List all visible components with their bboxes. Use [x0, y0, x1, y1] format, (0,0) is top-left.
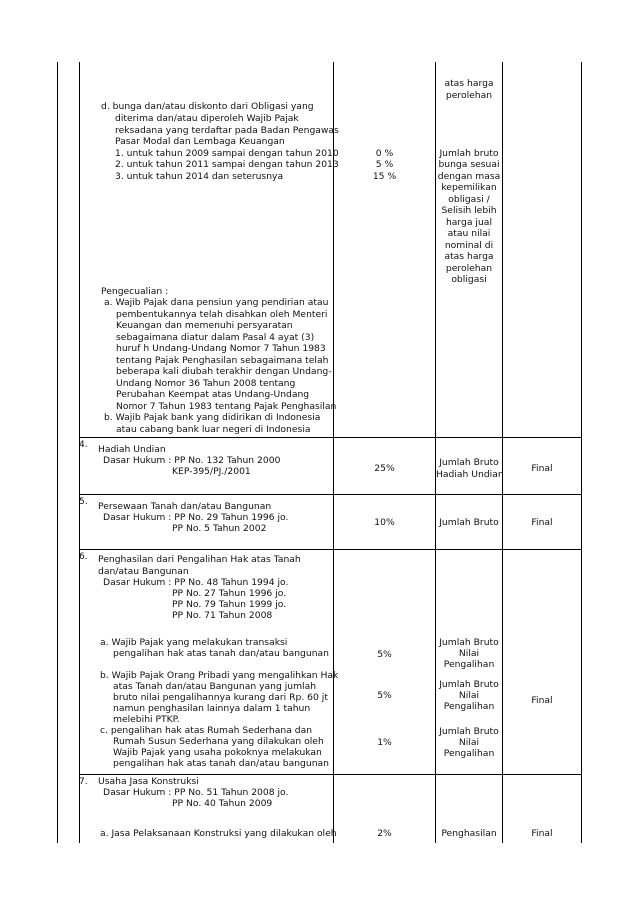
- basis-text: obligasi /: [448, 194, 490, 205]
- item-d-line: reksadana yang terdaftar pada Badan Pengawas: [115, 125, 339, 136]
- basis-text: dengan masa: [437, 171, 501, 182]
- table-border-left-inner: [79, 62, 80, 843]
- row-separator: [79, 437, 581, 438]
- row6-item-a: pengalihan hak atas tanah dan/atau bangunan: [113, 648, 329, 659]
- row4-law: Dasar Hukum : PP No. 132 Tahun 2000: [103, 455, 281, 466]
- row6-law: PP No. 27 Tahun 1996 jo.: [172, 588, 287, 599]
- row6-item-c: Wajib Pajak yang usaha pokoknya melakukan: [113, 747, 322, 758]
- exception-line: Perubahan Keempat atas Undang-Undang: [116, 389, 310, 400]
- basis-text: nominal di: [444, 240, 494, 251]
- row5-basis: Jumlah Bruto: [439, 517, 499, 528]
- row6-item-b: namun penghasilan lainnya dalam 1 tahun: [113, 703, 311, 714]
- item-d-title: d. bunga dan/atau diskonto dari Obligasi yang: [101, 101, 314, 112]
- exception-line: tentang Pajak Penghasilan sebagaimana telah: [116, 355, 329, 366]
- row-separator: [79, 549, 581, 550]
- row7-title: Usaha Jasa Konstruksi: [98, 776, 199, 787]
- basis-text: kepemilikan: [441, 182, 497, 193]
- row6-item-b: bruto nilai pengalihannya kurang dari Rp. 60 jt: [113, 692, 328, 703]
- row5-title: Persewaan Tanah dan/atau Bangunan: [98, 501, 272, 512]
- basis-text: Selisih lebih: [441, 205, 497, 216]
- row6-item-b: b. Wajib Pajak Orang Pribadi yang mengalihkan Hak: [100, 670, 339, 681]
- column-divider-final: [502, 62, 503, 843]
- exception-line: pembentukannya telah disahkan oleh Menteri: [116, 309, 328, 320]
- exception-title: Pengecualian :: [101, 286, 169, 297]
- row4-rate: 25%: [374, 463, 395, 474]
- row6-basis: Jumlah Bruto: [439, 637, 499, 648]
- row4-final: Final: [531, 463, 553, 474]
- row6-item-b: melebihi PTKP.: [113, 714, 180, 725]
- row-number: 6.: [79, 552, 88, 562]
- row6-basis: Jumlah Bruto: [439, 726, 499, 737]
- table-border-left-outer: [57, 62, 58, 843]
- basis-text: harga jual: [445, 217, 492, 228]
- row6-rate: 5%: [377, 649, 392, 660]
- row6-title: Penghasilan dari Pengalihan Hak atas Tanah: [98, 554, 301, 565]
- row-separator: [79, 774, 581, 775]
- row6-item-c: Rumah Susun Sederhana yang dilakukan oleh: [113, 736, 324, 747]
- row6-basis: Jumlah Bruto: [439, 679, 499, 690]
- row-number: 7.: [79, 777, 88, 787]
- row4-law: KEP-395/PJ./2001: [172, 466, 251, 477]
- row6-basis: Pengalihan: [443, 701, 495, 712]
- row6-item-b: atas Tanah dan/atau Bangunan yang jumlah: [113, 681, 317, 692]
- item-d-period: 3. untuk tahun 2014 dan seterusnya: [115, 171, 284, 182]
- basis-text: bunga sesuai: [438, 159, 500, 170]
- row6-item-c: pengalihan hak atas tanah dan/atau bangunan: [113, 758, 329, 769]
- row4-title: Hadiah Undian: [98, 444, 166, 455]
- row6-rate: 5%: [377, 690, 392, 701]
- row6-law: Dasar Hukum : PP No. 48 Tahun 1994 jo.: [103, 577, 289, 588]
- item-d-line: diterima dan/atau diperoleh Wajib Pajak: [115, 113, 299, 124]
- row6-basis: Pengalihan: [443, 748, 495, 759]
- row6-basis: Nilai: [458, 648, 480, 659]
- row7-rate: 2%: [377, 828, 392, 839]
- table-border-right: [581, 62, 582, 843]
- basis-text: atas harga: [444, 251, 494, 262]
- row6-title: dan/atau Bangunan: [98, 566, 189, 577]
- row5-law: PP No. 5 Tahun 2002: [172, 523, 267, 534]
- row6-basis: Pengalihan: [443, 659, 495, 670]
- exception-line: Nomor 7 Tahun 1983 tentang Pajak Penghasilan: [116, 401, 337, 412]
- row-number: 5.: [79, 497, 88, 507]
- rate-value: 5 %: [375, 159, 394, 170]
- row7-basis: Penghasilan: [441, 828, 497, 839]
- exception-line: huruf h Undang-Undang Nomor 7 Tahun 1983: [116, 343, 326, 354]
- row5-rate: 10%: [374, 517, 395, 528]
- rate-value: 15 %: [372, 171, 397, 182]
- row7-final: Final: [531, 828, 553, 839]
- row7-law: PP No. 40 Tahun 2009: [172, 798, 273, 809]
- row6-final: Final: [531, 695, 553, 706]
- row7-item-a: a. Jasa Pelaksanaan Konstruksi yang dilakukan oleh: [100, 828, 337, 839]
- exception-line: sebagaimana diatur dalam Pasal 4 ayat (3): [116, 332, 315, 343]
- exception-line: a. Wajib Pajak dana pensiun yang pendirian atau: [104, 297, 329, 308]
- basis-text: atau nilai: [447, 228, 491, 239]
- basis-text: perolehan: [445, 263, 493, 274]
- row4-basis: Jumlah Bruto: [439, 457, 499, 468]
- item-d-period: 1. untuk tahun 2009 sampai dengan tahun 2010: [115, 148, 339, 159]
- basis-text: Jumlah bruto: [439, 148, 499, 159]
- row6-law: PP No. 71 Tahun 2008: [172, 610, 273, 621]
- exception-line: Undang Nomor 36 Tahun 2008 tentang: [116, 378, 296, 389]
- exception-line: atau cabang bank luar negeri di Indonesia: [116, 424, 311, 435]
- row6-basis: Nilai: [458, 690, 480, 701]
- row5-law: Dasar Hukum : PP No. 29 Tahun 1996 jo.: [103, 512, 289, 523]
- row6-item-c: c. pengalihan hak atas Rumah Sederhana dan: [100, 725, 313, 736]
- exception-line: Keuangan dan memenuhi persyaratan: [116, 320, 293, 331]
- row6-item-a: a. Wajib Pajak yang melakukan transaksi: [100, 637, 288, 648]
- basis-text: perolehan: [445, 90, 493, 101]
- row6-rate: 1%: [377, 737, 392, 748]
- row-separator: [79, 494, 581, 495]
- basis-text: atas harga: [444, 78, 494, 89]
- row6-basis: Nilai: [458, 737, 480, 748]
- row-number: 4.: [79, 440, 88, 450]
- row7-law: Dasar Hukum : PP No. 51 Tahun 2008 jo.: [103, 787, 289, 798]
- item-d-line: Pasar Modal dan Lembaga Keuangan: [115, 136, 285, 147]
- row5-final: Final: [531, 517, 553, 528]
- exception-line: b. Wajib Pajak bank yang didirikan di Indonesia: [104, 412, 321, 423]
- row6-law: PP No. 79 Tahun 1999 jo.: [172, 599, 287, 610]
- exception-line: beberapa kali diubah terakhir dengan Undang-: [116, 366, 332, 377]
- rate-value: 0 %: [375, 148, 394, 159]
- basis-text: obligasi: [451, 274, 487, 285]
- row4-basis: Hadiah Undian: [436, 469, 504, 480]
- item-d-period: 2. untuk tahun 2011 sampai dengan tahun 2013: [115, 159, 339, 170]
